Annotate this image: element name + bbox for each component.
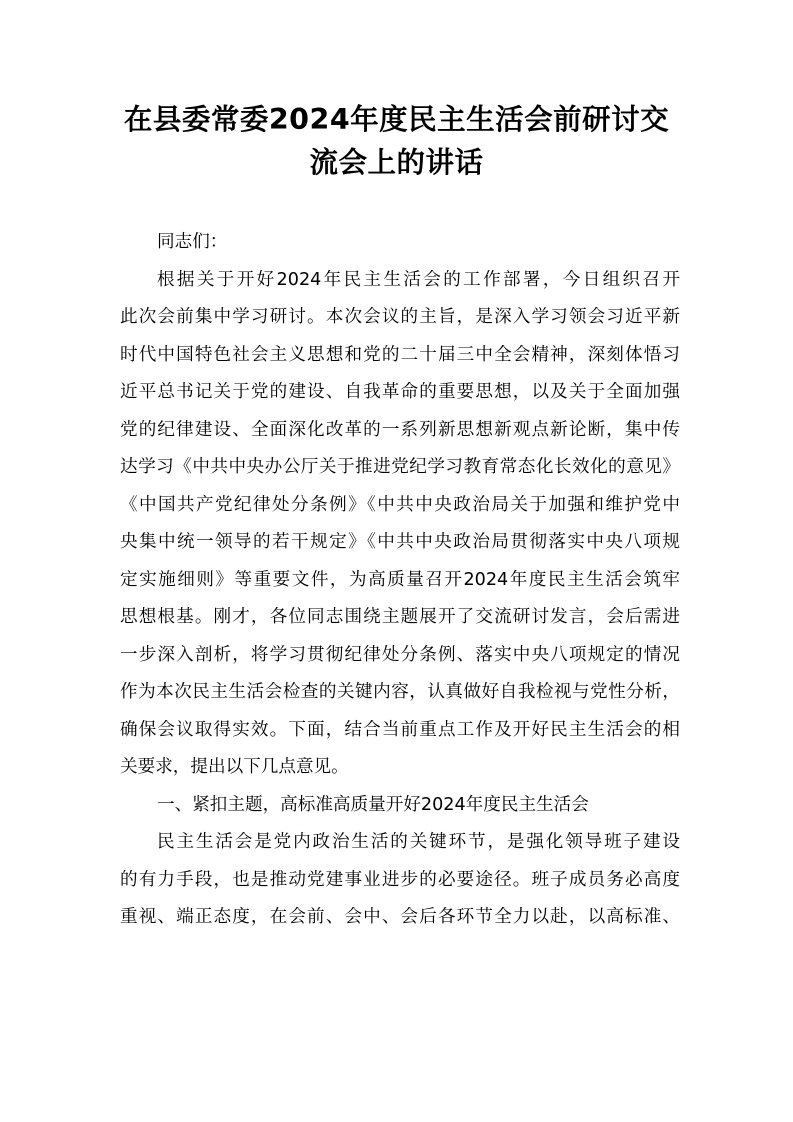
- paragraph-1-line: 时代中国特色社会主义思想和党的二十届三中全会精神，深刻体悟习: [120, 344, 680, 365]
- paragraph-1-line: 思想根基。刚才，各位同志围绕主题展开了交流研讨发言，会后需进: [120, 607, 680, 627]
- paragraph-2-line: 重视、端正态度，在会前、会中、会后各环节全力以赴，以高标准、: [120, 907, 680, 927]
- paragraph-1-line: 根据关于开好2024年民主生活会的工作部署，今日组织召开: [157, 269, 680, 290]
- title-line-1: 在县委常委2024年度民主生活会前研讨交: [123, 103, 670, 136]
- paragraph-1-line: 央集中统一领导的若干规定》《中共中央政治局贯彻落实中央八项规: [120, 532, 680, 552]
- paragraph-2-line: 民主生活会是党内政治生活的关键环节，是强化领导班子建设: [157, 832, 680, 852]
- paragraph-1-line: 党的纪律建设、全面深化改革的一系列新思想新观点新论断，集中传: [120, 419, 680, 440]
- paragraph-1-line: 定实施细则》等重要文件，为高质量召开2024年度民主生活会筑牢: [120, 569, 680, 590]
- title-line-2: 流会上的讲话: [309, 146, 484, 179]
- paragraph-1: [120, 262, 680, 787]
- document-body: [120, 224, 680, 937]
- paragraph-2-line: 的有力手段，也是推动党建事业进步的必要途径。班子成员务必高度: [120, 869, 680, 890]
- paragraph-1-line: 《中国共产党纪律处分条例》《中共中央政治局关于加强和维护党中: [120, 494, 680, 515]
- section-heading: 一、紧扣主题，高标准高质量开好2024年度民主生活会: [157, 794, 589, 815]
- paragraph-1-line: 一步深入剖析，将学习贯彻纪律处分条例、落实中央八项规定的情况: [120, 644, 680, 665]
- paragraph-1-line: 确保会议取得实效。下面，结合当前重点工作及开好民主生活会的相: [120, 719, 680, 740]
- paragraph-1-line: 此次会前集中学习研讨。本次会议的主旨，是深入学习领会习近平新: [120, 307, 680, 327]
- paragraph-2: [120, 824, 680, 937]
- salutation: 同志们：: [157, 232, 228, 252]
- paragraph-1-line: 近平总书记关于党的建设、自我革命的重要思想，以及关于全面加强: [120, 382, 680, 402]
- paragraph-1-line: 关要求，提出以下几点意见。: [120, 757, 349, 777]
- paragraph-1-line: 作为本次民主生活会检查的关键内容，认真做好自我检视与党性分析，: [120, 682, 680, 702]
- paragraph-1-line: 达学习《中共中央办公厅关于推进党纪学习教育常态化长效化的意见》: [120, 457, 680, 477]
- document-title: [110, 98, 683, 184]
